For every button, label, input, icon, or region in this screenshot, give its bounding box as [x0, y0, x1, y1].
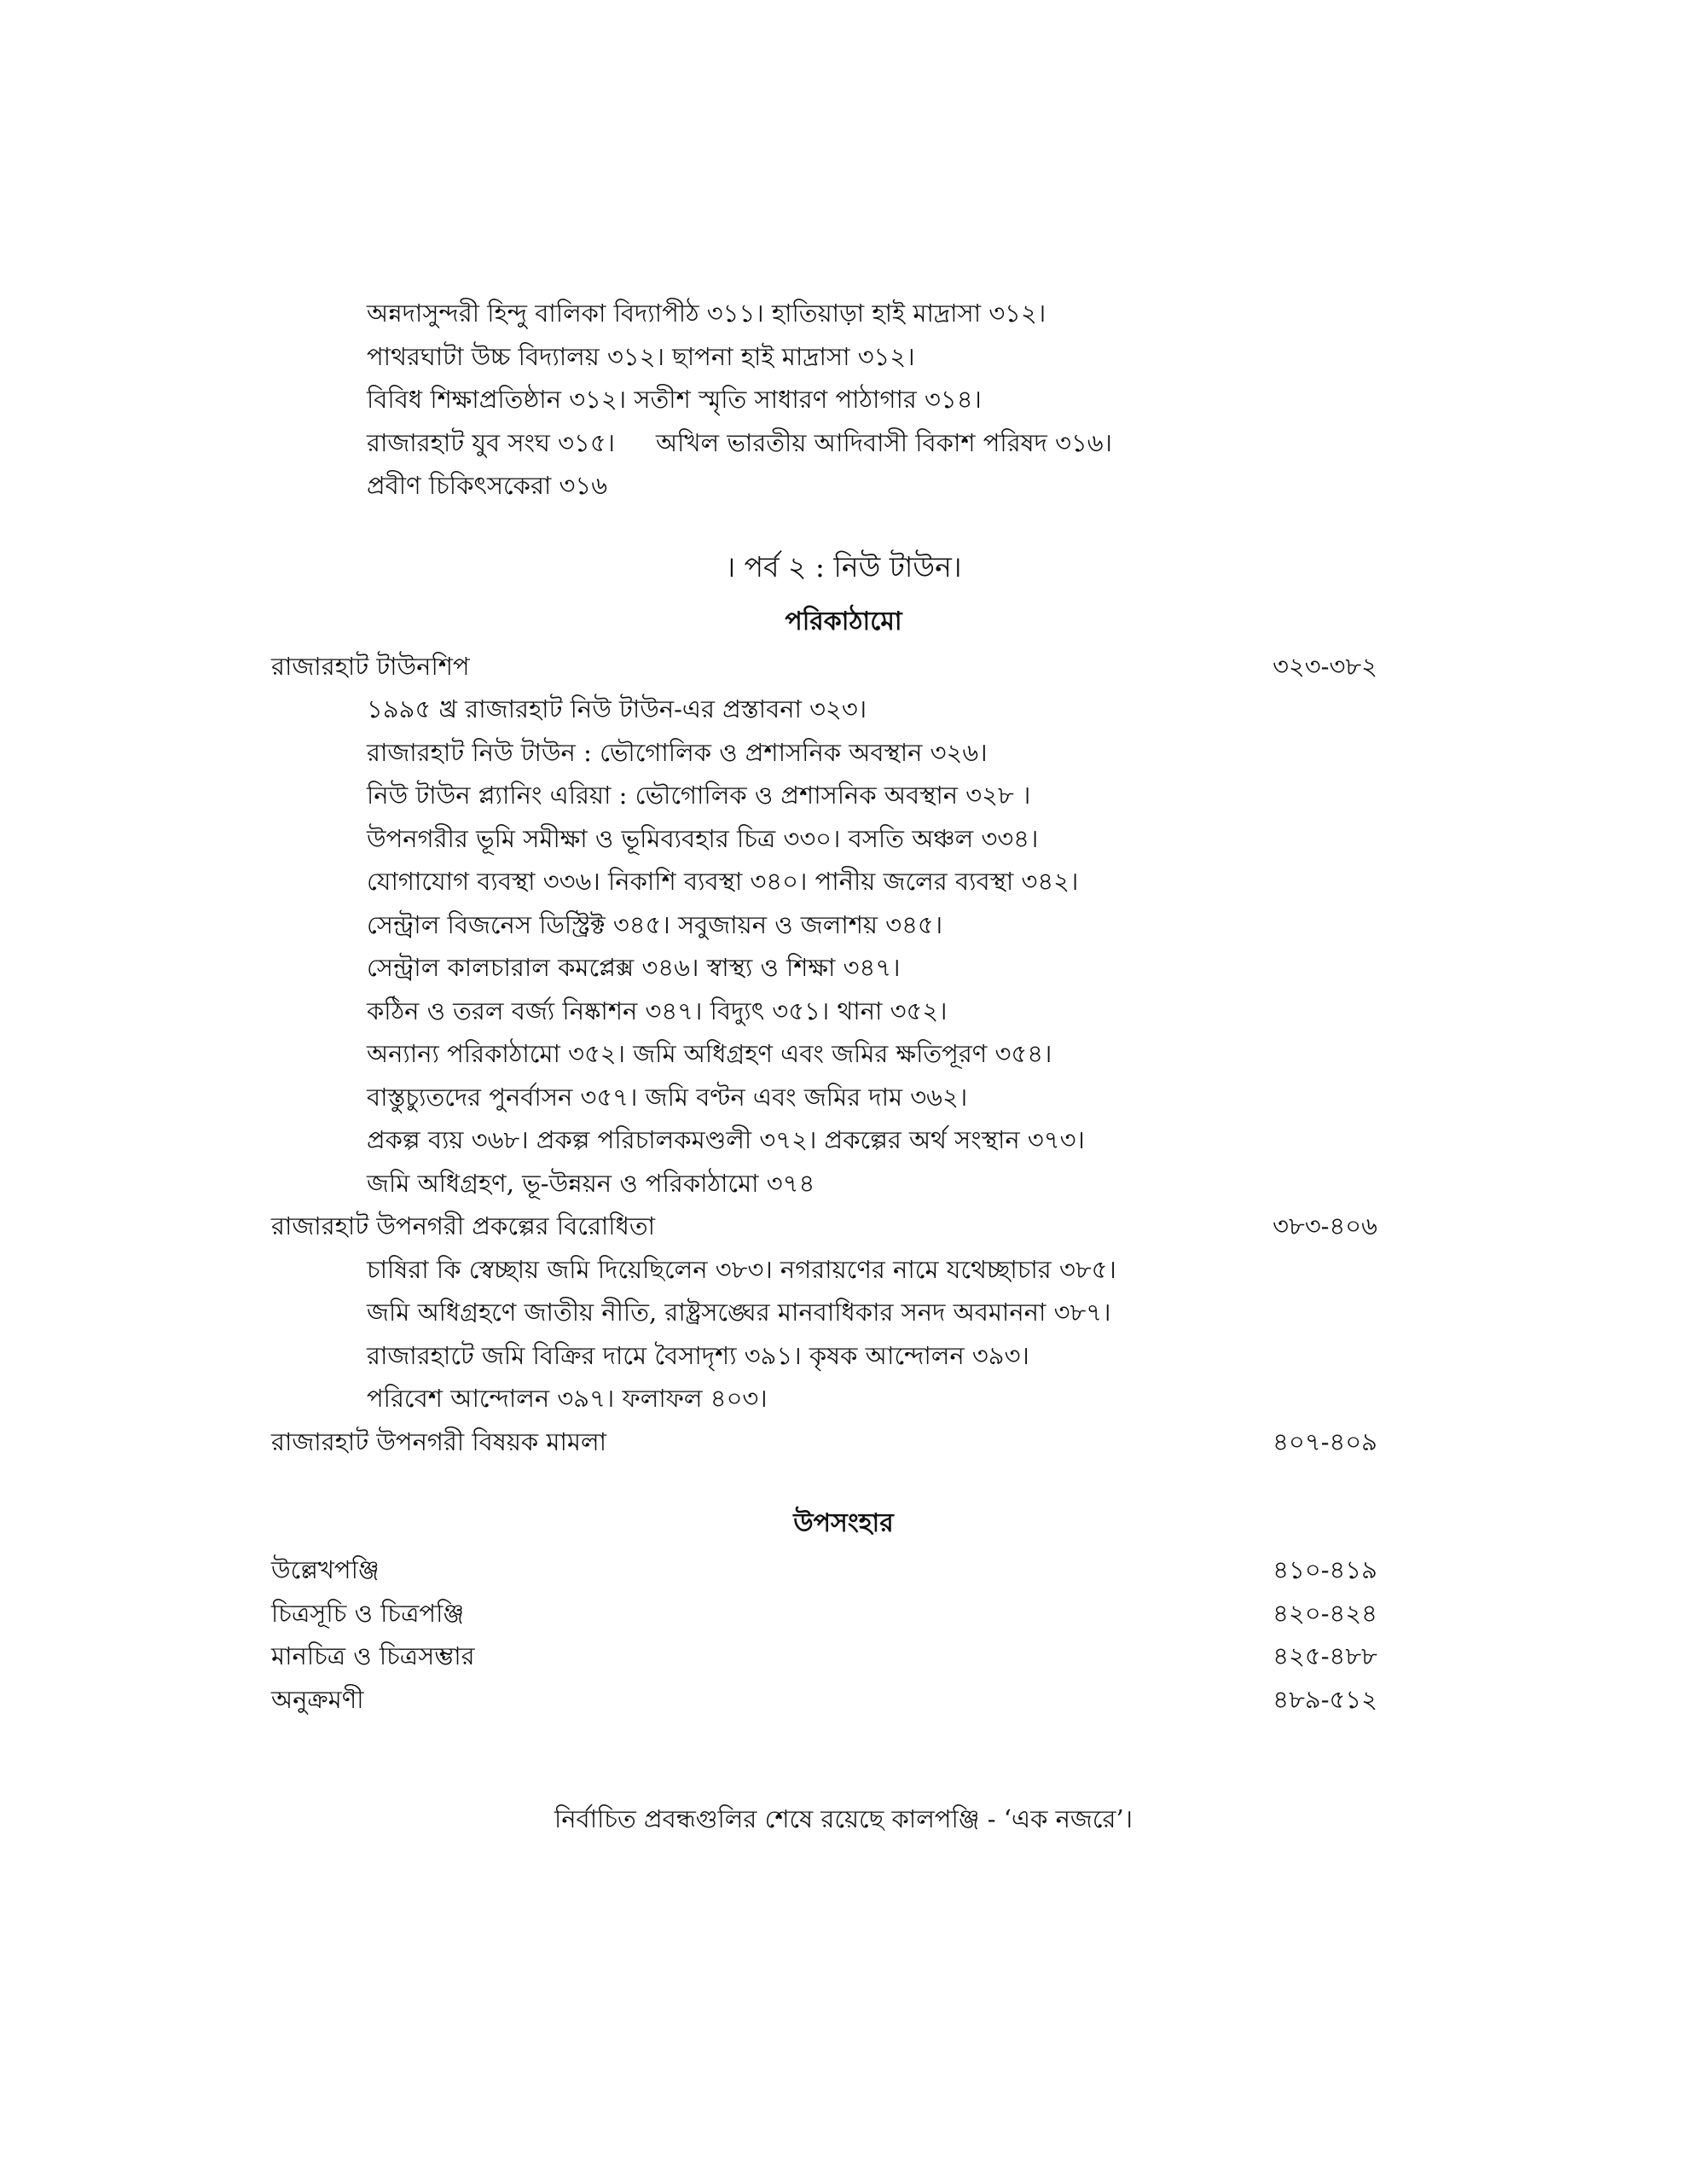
chapter-title: উল্লেখপঞ্জি [271, 1555, 380, 1584]
section-heading: উপসংহার [793, 1508, 894, 1538]
chapter-title: মানচিত্র ও চিত্রসম্ভার [271, 1641, 475, 1670]
toc-entry: রাজারহাট নিউ টাউন : ভৌগোলিক ও প্রশাসনিক অবস্থান ৩২৬। [367, 738, 988, 767]
page-range: ৪২৫-৪৮৮ [1272, 1641, 1377, 1670]
toc-entry: উপনগরীর ভূমি সমীক্ষা ও ভূমিব্যবহার চিত্র ৩৩০। বসতি অঞ্চল ৩৩৪। [367, 824, 1039, 853]
chapter-title: চিত্রসূচি ও চিত্রপঞ্জি [271, 1599, 465, 1628]
toc-entry: প্রবীণ চিকিৎসকেরা ৩১৬ [367, 471, 608, 500]
toc-entry: বাস্তুচ্যুতদের পুনর্বাসন ৩৫৭। জমি বণ্টন এবং জমির দাম ৩৬২। [367, 1083, 968, 1112]
chapter-title: রাজারহাট উপনগরী বিষয়ক মামলা [271, 1427, 607, 1456]
toc-entry: সেন্ট্রাল বিজনেস ডিস্ট্রিক্ট ৩৪৫। সবুজায়ন ও জলাশয় ৩৪৫। [367, 910, 943, 939]
section-heading: পরিকাঠামো [785, 607, 902, 636]
toc-entry: পরিবেশ আন্দোলন ৩৯৭। ফলাফল ৪০৩। [367, 1384, 768, 1413]
toc-entry: জমি অধিগ্রহণ, ভূ-উন্নয়ন ও পরিকাঠামো ৩৭৪ [367, 1169, 815, 1198]
part-title: । পর্ব ২ : নিউ টাউন। [725, 550, 962, 584]
toc-entry: রাজারহাট যুব সংঘ ৩১৫। [367, 428, 616, 457]
toc-entry: জমি অধিগ্রহণে জাতীয় নীতি, রাষ্ট্রসঙ্ঘের মানবাধিকার সনদ অবমাননা ৩৮৭। [367, 1298, 1111, 1327]
toc-entry: বিবিধ শিক্ষাপ্রতিষ্ঠান ৩১২। সতীশ স্মৃতি সাধারণ পাঠাগার ৩১৪। [367, 385, 982, 414]
page-range: ৩৮৩-৪০৬ [1272, 1211, 1377, 1240]
chapter-title: অনুক্রমণী [271, 1685, 364, 1714]
footer-note: নির্বাচিত প্রবন্ধগুলির শেষে রয়েছে কালপঞ্জি - ‘এক নজরে’। [554, 1804, 1133, 1833]
toc-entry-row [367, 426, 1112, 460]
page-range: ৪০৭-৪০৯ [1272, 1427, 1377, 1456]
toc-entry: পাথরঘাটা উচ্চ বিদ্যালয় ৩১২। ছাপনা হাই মাদ্রাসা ৩১২। [367, 342, 915, 371]
page-range: ৪১০-৪১৯ [1272, 1555, 1377, 1584]
toc-entry: অন্যান্য পরিকাঠামো ৩৫২। জমি অধিগ্রহণ এবং জমির ক্ষতিপূরণ ৩৫৪। [367, 1039, 1052, 1068]
toc-entry: চাষিরা কি স্বেচ্ছায় জমি দিয়েছিলেন ৩৮৩। নগরায়ণের নামে যথেচ্ছাচার ৩৮৫। [367, 1255, 1116, 1284]
toc-entry: রাজারহাটে জমি বিক্রির দামে বৈসাদৃশ্য ৩৯১। কৃষক আন্দোলন ৩৯৩। [367, 1341, 1029, 1370]
toc-entry: প্রকল্প ব্যয় ৩৬৮। প্রকল্প পরিচালকমণ্ডলী ৩৭২। প্রকল্পের অর্থ সংস্থান ৩৭৩। [367, 1125, 1085, 1154]
toc-entry: ১৯৯৫ খ্র রাজারহাট নিউ টাউন-এর প্রস্তাবনা ৩২৩। [367, 694, 867, 723]
page-range: ৪৮৯-৫১২ [1272, 1685, 1377, 1714]
chapter-title: রাজারহাট টাউনশিপ [271, 652, 470, 681]
toc-entry: অন্নদাসুন্দরী হিন্দু বালিকা বিদ্যাপীঠ ৩১১। হাতিয়াড়া হাই মাদ্রাসা ৩১২। [367, 299, 1046, 328]
toc-entry: অখিল ভারতীয় আদিবাসী বিকাশ পরিষদ ৩১৬। [656, 428, 1113, 457]
toc-entry: নিউ টাউন প্ল্যানিং এরিয়া : ভৌগোলিক ও প্রশাসনিক অবস্থান ৩২৮ । [367, 781, 1031, 810]
toc-entry: সেন্ট্রাল কালচারাল কমপ্লেক্স ৩৪৬। স্বাস্থ্য ও শিক্ষা ৩৪৭। [367, 953, 901, 982]
toc-entry: কঠিন ও তরল বর্জ্য নিষ্কাশন ৩৪৭। বিদ্যুৎ ৩৫১। থানা ৩৫২। [367, 996, 948, 1025]
page-range: ৪২০-৪২৪ [1272, 1599, 1377, 1628]
page-range: ৩২৩-৩৮২ [1272, 652, 1377, 681]
chapter-title: রাজারহাট উপনগরী প্রকল্পের বিরোধিতা [271, 1211, 656, 1240]
toc-entry: যোগাযোগ ব্যবস্থা ৩৩৬। নিকাশি ব্যবস্থা ৩৪০। পানীয় জলের ব্যবস্থা ৩৪২। [367, 867, 1079, 896]
